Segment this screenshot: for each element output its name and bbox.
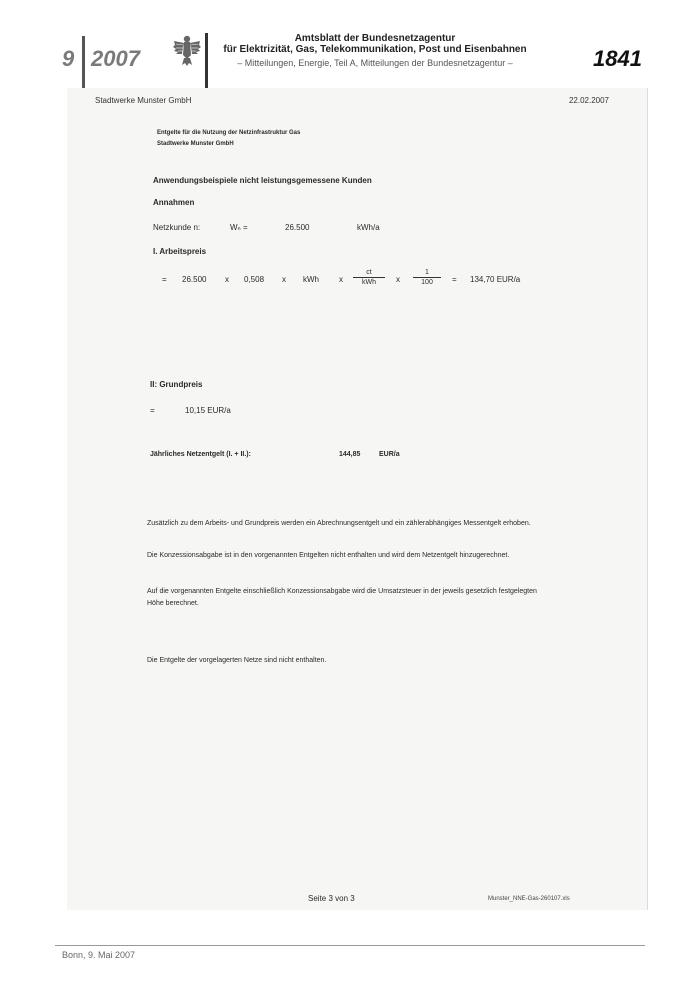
formula-price: 0,508 (244, 275, 265, 284)
issue-year: 2007 (91, 46, 140, 71)
formula-equals: = (162, 275, 167, 284)
annual-fee-unit: EUR/a (379, 451, 400, 458)
customer-label: Netzkunde n: (153, 223, 201, 232)
header-divider (205, 33, 208, 91)
annual-fee-label: Jährliches Netzentgelt (I. + II.): (150, 451, 251, 458)
formula-unit-kwh: kWh (303, 275, 319, 284)
base-price-title: II: Grundpreis (150, 380, 203, 389)
page-number: 1841 (593, 46, 642, 71)
paragraph-upstream: Die Entgelte der vorgelagerten Netze sind nicht enthalten. (147, 657, 327, 664)
formula-times: x (282, 275, 286, 284)
formula-times: x (225, 275, 229, 284)
formula-quantity: 26.500 (182, 275, 207, 284)
intro-line: Entgelte für die Nutzung der Netzinfrastruktur Gas (157, 130, 301, 136)
customer-unit: kWh/a (357, 223, 380, 232)
fraction-denominator: 100 (421, 279, 433, 286)
paragraph-vat: Auf die vorgenannten Entgelte einschließlich Konzessionsabgabe wird die Umsatzsteuer in der jeweils gesetzlich festgelegten Höhe berechnet. (147, 588, 537, 607)
gazette-title: Amtsblatt der Bundesnetzagentur (294, 33, 456, 44)
formula-times: x (339, 275, 343, 284)
formula-times: x (396, 275, 400, 284)
issue-number: 9 (62, 46, 75, 71)
publication-place-date: Bonn, 9. Mai 2007 (62, 950, 136, 960)
formula-fraction-percent (413, 269, 441, 286)
customer-variable: Wₙ = (230, 223, 248, 232)
gazette-title-line2: für Elektrizität, Gas, Telekommunikation, Post und Eisenbahnen (223, 44, 527, 55)
annual-fee-value: 144,85 (339, 451, 361, 458)
issue-divider (82, 36, 85, 88)
work-price-title: I. Arbeitspreis (153, 247, 207, 256)
fraction-denominator: kWh (362, 279, 376, 286)
base-price-value: 10,15 EUR/a (185, 406, 231, 415)
assumptions-title: Annahmen (153, 198, 195, 207)
scan-filename: Munster_NNE-Gas-260107.xls (488, 896, 570, 902)
sender-name: Stadtwerke Munster GmbH (95, 96, 192, 105)
paragraph-additional-fees: Zusätzlich zu dem Arbeits- und Grundpreis werden ein Abrechnungsentgelt und ein zählerabhängiges Messentgelt erhoben. (147, 520, 531, 527)
scanned-page (67, 88, 648, 910)
formula-fraction-ct-kwh (353, 269, 385, 286)
scan-page-indicator: Seite 3 von 3 (308, 894, 355, 903)
fraction-numerator: 1 (413, 269, 441, 278)
formula-equals: = (452, 275, 457, 284)
federal-eagle-icon (172, 33, 202, 67)
base-price-equals: = (150, 406, 155, 415)
work-price-result: 134,70 EUR/a (470, 275, 521, 284)
paragraph-concession: Die Konzessionsabgabe ist in den vorgenannten Entgelten nicht enthalten und wird dem Netzentgelt hinzugerechnet. (147, 552, 510, 559)
gazette-subtitle: – Mitteilungen, Energie, Teil A, Mitteilungen der Bundesnetzagentur – (237, 58, 513, 68)
intro-company: Stadtwerke Munster GmbH (157, 141, 234, 147)
footer-divider (55, 945, 645, 946)
section-heading: Anwendungsbeispiele nicht leistungsgemessene Kunden (153, 176, 372, 185)
fraction-numerator: ct (353, 269, 385, 278)
document-date: 22.02.2007 (568, 96, 609, 105)
customer-consumption: 26.500 (285, 223, 310, 232)
